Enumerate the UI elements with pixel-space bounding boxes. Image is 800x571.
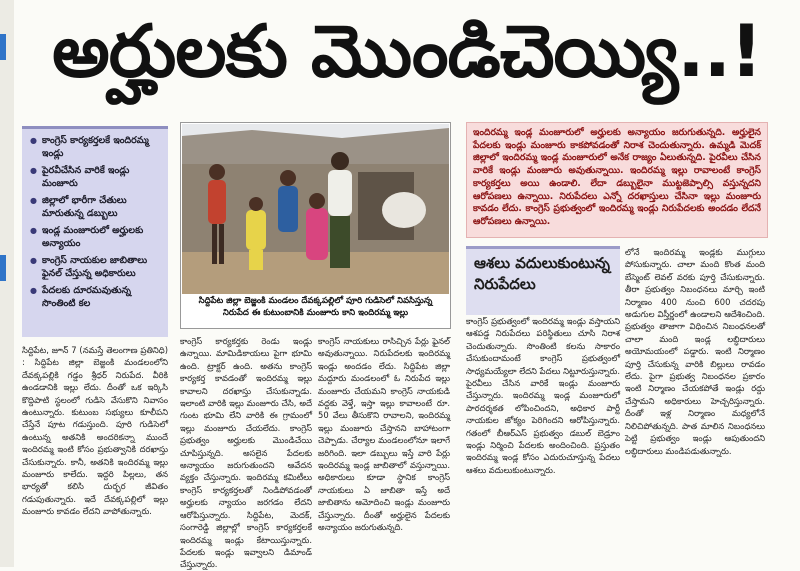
- man-lungi: [330, 216, 350, 268]
- highlights-list: [22, 135, 168, 310]
- child-dress: [249, 250, 263, 270]
- intro-text: ఇందిరమ్మ ఇండ్ల మంజూరులో అర్హులకు అన్యాయం జరుగుతున్నది. అర్హులైన పేదలకు ఇండ్లు మంజూరు కాకపోవడంతో నిరాశ చెందుతున్నారు. ఉమ్మడి మెదక్ జిల్లాలో ఇందిరమ్మ ఇండ్ల మంజూరులో అనేక రాజ్యం ఏలుతున్నది. పైరవీలు చేసిన వారికే ఇండ్లు మంజూరు అవుతున్నాయి. ఇందిరమ్మ ఇల్లు రావాలంటే కాంగ్రెస్ కార్యకర్తలు అయి ఉండాలి. లేదా డబ్బులైనా ముట్టజెప్పాల్సి వస్తున్నదని ఆరోపణలు ఉన్నాయి. నిరుపేదలు ఎన్నో దరఖాస్తులు చేసినా ఇల్లు మంజూరు కావడం లేదు. కాంగ్రెస్ ప్రభుత్వంలో ఇందిరమ్మ ఇండ్లు నిరుపేదలకు అందడం లేదనే ఆరోపణలు ఉన్నాయి.: [473, 127, 761, 227]
- page-margin-strip: [0, 0, 14, 567]
- family-photo-illustration: [182, 124, 449, 294]
- article-column-3: కాంగ్రెస్ నాయకులు రాసిచ్చిన పేర్లు ఫైనల్ అవుతున్నాయి. నిరుపేదలకు ఇందిరమ్మ ఇండ్లు అందడం లేదు. సిద్దిపేట జిల్లా మద్దూరు మండలంలో ఓ నిరుపేద ఇల్లు మంజూరు చేయమని కాంగ్రెస్ నాయకుడి వద్దకు వెళ్తే, ఇస్తా ఇల్లు కావాలంటే రూ. 50 వేలు తీసుకొని రావాలని, ఇందిరమ్మ ఇల్లు మంజూరు చేస్తానని బాహాటంగా చెప్పాడు. చేర్యాల మండలంలోనూ ఇలాగే జరిగింది. ఇలా డబ్బులు ఇస్తే వారి పేర్లు ఇందిరమ్మ ఇండ్ల జాబితాలో వస్తున్నాయి. అధికారులు కూడా స్థానిక కాంగ్రెస్ నాయకులు ఏ జాబితా ఇస్తే అదే జాబితాను ఆమోదించి ఇండ్లు మంజూరు చేస్తున్నారు. దీంతో అర్హులైన పేదలకు అన్యాయం జరుగుతున్నది.: [318, 336, 450, 533]
- intro-highlight-box: [466, 122, 768, 238]
- child-head: [249, 197, 263, 211]
- child-figure: [306, 208, 328, 260]
- sacks: [382, 192, 426, 228]
- man-figure: [328, 170, 352, 216]
- subheading: ఆశలు వదులుకుంటున్న నిరుపేదలు: [474, 254, 610, 293]
- highlight-item: ● జిల్లాలో భారీగా చేతులు మారుతున్న డబ్బులు: [30, 195, 162, 220]
- article-column-5: లోనే ఇందిరమ్మ ఇండ్లకు ముగ్గులు పోసుకున్నారు. చాలా మంది కొంత మంది బేస్మెంట్ లెవల్ వరకు పూర్తి చేసుకున్నారు. తీరా ప్రభుత్వం నిబంధనలు మార్చి ఇంటి నిర్మాణం 400 నుంచి 600 చదరపు అడుగుల విస్తీర్ణంలో ఉండాలని ఆదేశించింది. ప్రభుత్వం తాజాగా విధించిన నిబంధనలతో చాలా మంది ఇండ్ల లబ్ధిదారులు అయోమయంలో పడ్డారు. ఇంటి నిర్మాణం పూర్తి చేసుకున్న వారికి బిల్లులు రావడం లేదు. పైగా ప్రభుత్వ నిబంధనల ప్రకారం ఇంటి నిర్మాణం చేయకపోతే ఇండ్లు రద్దు చేస్తామని అధికారులు హెచ్చరిస్తున్నారు. దీంతో ఇళ్ల నిర్మాణం మధ్యలోనే నిలిచిపోతున్నది. పాత మాలిన నిబంధనలు పెట్టి ప్రభుత్వం ఇండ్లు ఆపుతుందని లబ్ధిదారులు మండిపడుతున్నారు.: [625, 247, 765, 456]
- highlights-box: [22, 126, 168, 337]
- highlight-item: ● పైరవీచేసిన వారికే ఇండ్లు మంజూరు: [30, 165, 162, 190]
- person-leg: [219, 224, 224, 264]
- margin-blue-mark: [0, 255, 6, 281]
- person-figure: [278, 186, 298, 232]
- highlight-item: ● పేదలకు దూరమవుతున్న సొంతింటి కల: [30, 285, 162, 310]
- subheading-box: [466, 246, 620, 315]
- article-column-4: కాంగ్రెస్ ప్రభుత్వంలో ఇందిరమ్మ ఇండ్లు వస్తాయని ఆశపడ్డ నిరుపేదలు పరిస్థితులు చూసి నిరాశ చెందుతున్నారు. సొంతింటి కలను సాకారం చేసుకుందామంటే కాంగ్రెస్ ప్రభుత్వంలో సాధ్యమయ్యేలా లేదని పేదలు నిట్టూరుస్తున్నారు. పైరవీలు చేసిన వారికే ఇండ్లు మంజూరు చేస్తున్నారు. ఇందిరమ్మ ఇండ్ల మంజూరులో పారదర్శకత లోపించిందని, అధికార పార్టీ నాయకుల జోక్యం పెరిగిందని ఆరోపిస్తున్నారు. గతంలో బీఆర్ఎస్ ప్రభుత్వం డబుల్ బెడ్రూం ఇండ్లు నిర్మించి పేదలకు అందించింది. ప్రస్తుతం ఇందిరమ్మ ఇండ్ల కోసం ఎదురుచూస్తున్న పేదలు ఆశలు వదులుకుంటున్నారు.: [466, 316, 620, 475]
- highlight-item: ● కాంగ్రెస్ కార్యకర్తలకే ఇందిరమ్మ ఇండ్లు: [30, 135, 162, 160]
- person-figure: [208, 180, 226, 224]
- child-head: [309, 193, 325, 209]
- article-column-2: కాంగ్రెస్ కార్యకర్తకు రెండు ఇండ్లు ఉన్నాయి. మామిడికాయలు పైగా భూమి ఉంది. ట్రాక్టర్ ఉంది. అతను కాంగ్రెస్ కార్యకర్త కావడంతో ఇందిరమ్మ ఇల్లు కావాలని దరఖాస్తు చేసుకున్నాడు. ఇలాంటి వారికి ఇల్లు మంజూరు చేసి, అదే గుంట భూమి లేని వారికి ఈ గ్రామంలో ఇల్లు మంజూరు చేయలేదు. కాంగ్రెస్ ప్రభుత్వం అర్హులకు మొండిచేయి చూపిస్తున్నది. అసలైన పేదలకు అన్యాయం జరుగుతుందని ఆవేదన వ్యక్తం చేస్తున్నారు. ఇందిరమ్మ కమిటీలు కాంగ్రెస్ కార్యకర్తలతో నిండిపోవడంతో అర్హులకు న్యాయం జరగడం లేదని ఆరోపిస్తున్నారు. సిద్దిపేట, మెదక్, సంగారెడ్డి జిల్లాల్లో కాంగ్రెస్ కార్యకర్తలకే ఇందిరమ్మ ఇండ్లు కేటాయిస్తున్నారు. పేదలకు ఇండ్లు ఇవ్వాలని డిమాండ్ చేస్తున్నారు.: [180, 336, 312, 570]
- highlight-item: ● కాంగ్రెస్ నాయకుల జాబితాలు ఫైనల్ చేస్తున్న అధికారులు: [30, 255, 162, 280]
- man-head: [331, 152, 349, 170]
- photo-caption: సిద్దిపేట జిల్లా బెజ్జంకి మండలం దేవక్కపల్లిలో పూరి గుడిసెలో నివసిస్తున్న నిరుపేద ఈ కుటుంబానికి మంజూరు కాని ఇందిరమ్మ ఇల్లు: [198, 296, 433, 318]
- child-figure: [246, 210, 266, 250]
- person-head: [280, 170, 296, 186]
- headline: అర్హులకు మొండిచెయ్యి..!: [52, 9, 762, 93]
- highlight-item: ● ఇండ్ల మంజూరులో అర్హులకు అన్యాయం: [30, 225, 162, 250]
- person-head: [209, 164, 225, 180]
- margin-blue-mark: [0, 34, 6, 60]
- photo-frame: [180, 122, 451, 329]
- person-leg: [212, 224, 217, 264]
- family-photo: [182, 124, 449, 294]
- article-column-1: సిద్దిపేట, జూన్ 7 (నమస్తే తెలంగాణ ప్రతినిధి) : సిద్దిపేట జిల్లా బెజ్జంకి మండలంలోని దేవక్కపల్లికి గడ్డం శ్రీధర్ నిరుపేద. వీరికి ఉండడానికి ఇల్లు లేదు. దీంతో ఒక ఇర్కిసి కొద్దిపాటి స్థలంలో గుడిసె వేసుకొని నివాసం ఉంటున్నారు. కుటుంబ సభ్యులు కూలీపని చేస్తేనే పూట గడుస్తుంది. పూరి గుడిసెలో ఉంటున్న అతనికి అందరికన్నా ముందే ఇందిరమ్మ ఇంటి కోసం ప్రభుత్వానికి దరఖాస్తు చేసుకున్నారు. కానీ, అతనికి ఇందిరమ్మ ఇల్లు మంజూరు కాలేదు. ఇద్దరి పిల్లలు, తన భార్యతో కలిసి దుర్భర జీవితం గడుపుతున్నారు. ఇదే దేవక్కపల్లిలో ఇల్లు మంజూరు కావడం లేదని వాపోతున్నారు.: [22, 345, 168, 517]
